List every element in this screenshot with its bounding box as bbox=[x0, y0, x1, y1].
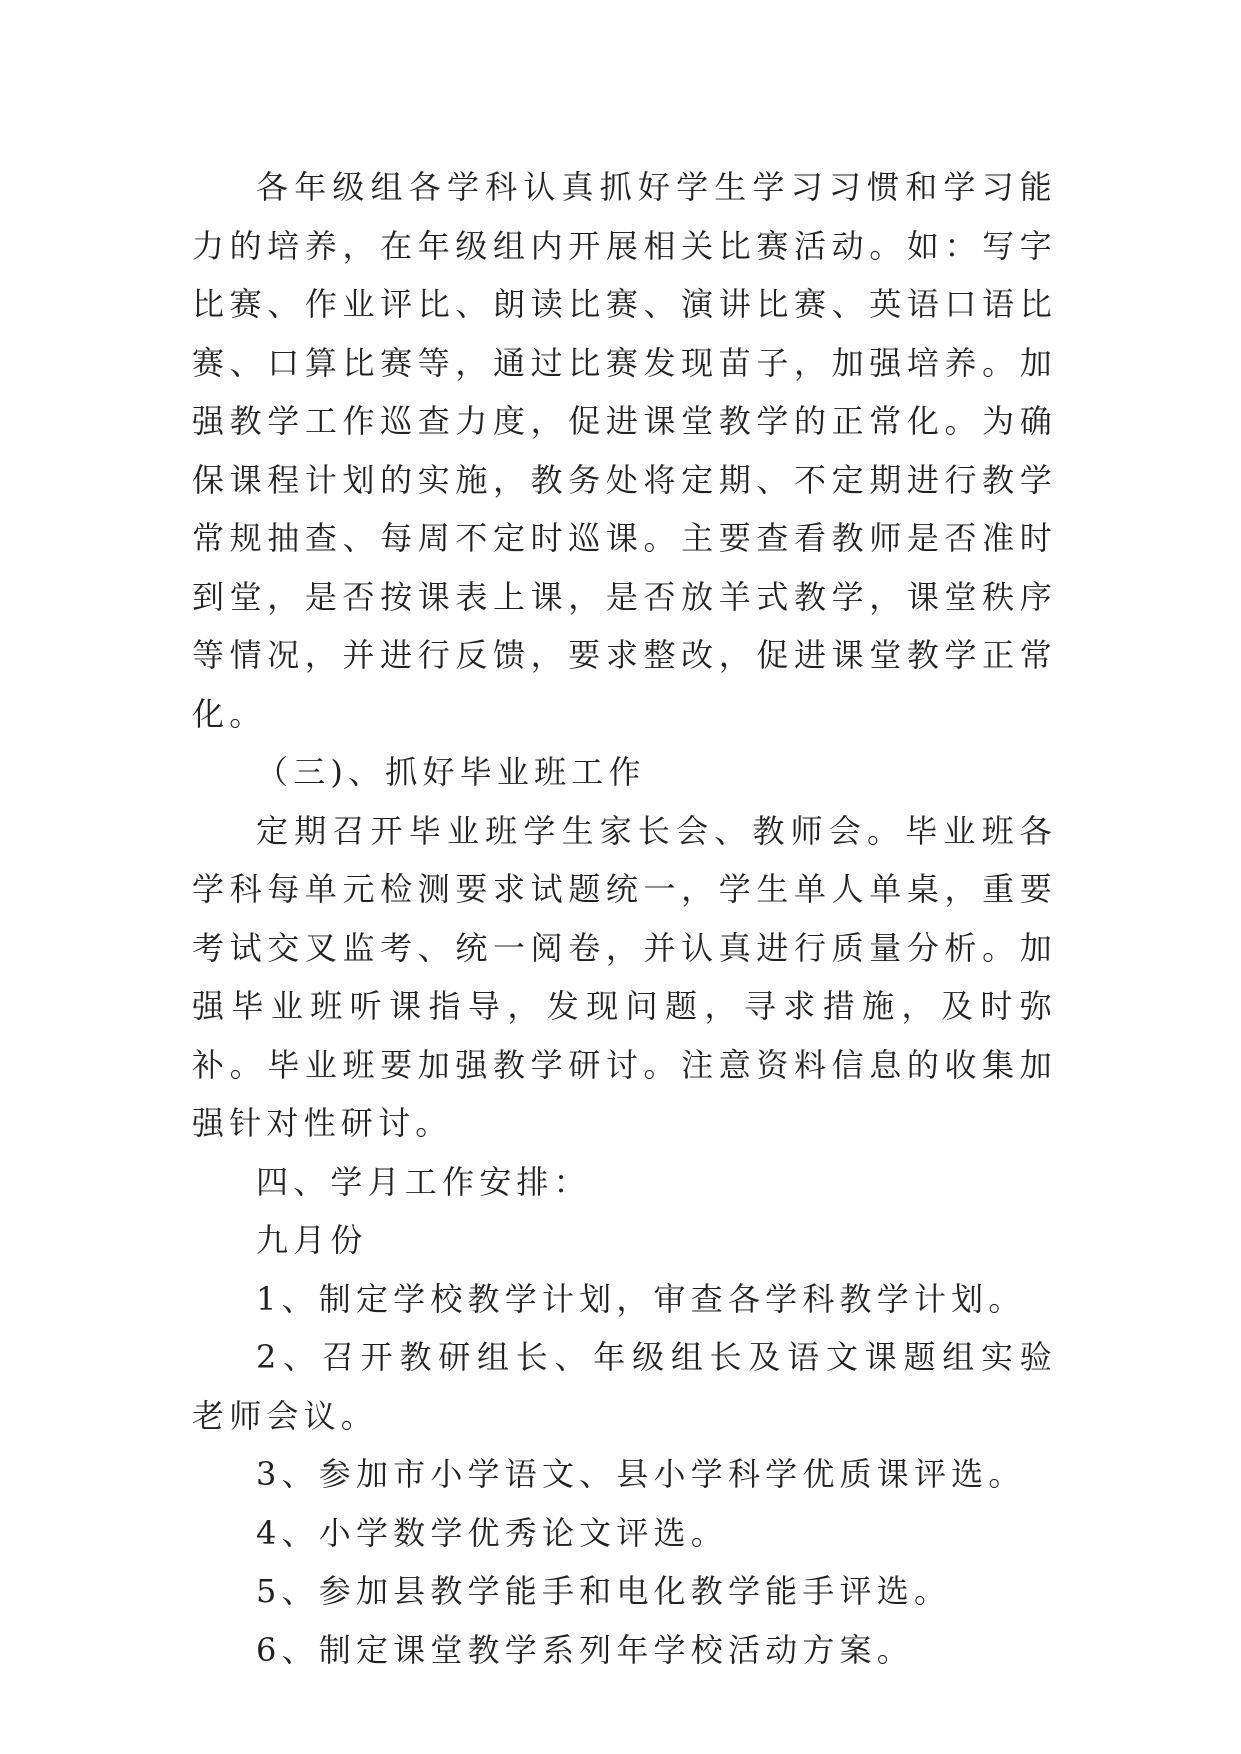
list-item: 1、制定学校教学计划，审查各学科教学计划。 bbox=[256, 1279, 1026, 1318]
list-item: 2、召开教研组长、年级组长及语文课题组实验老师会议。 bbox=[192, 1338, 1057, 1435]
paragraph-habits: 各年级组各学科认真抓好学生学习习惯和学习能力的培养，在年级组内开展相关比赛活动。如：写字比赛、作业评比、朗读比赛、演讲比赛、英语口语比赛、口算比赛等，通过比赛发现苗子，加强培养。加强教学工作巡查力度，促进课堂教学的正常化。为确保课程计划的实施，教务处将定期、不定期进行教学常规抽查、每周不定时巡课。主要查看教师是否准时到堂，是否按课表上课，是否放羊式教学，课堂秩序等情况，并进行反馈，要求整改，促进课堂教学正常化。 bbox=[192, 168, 1057, 733]
list-item: 3、参加市小学语文、县小学科学优质课评选。 bbox=[256, 1455, 1026, 1493]
paragraph-graduating-class: 定期召开毕业班学生家长会、教师会。毕业班各学科每单元检测要求试题统一，学生单人单桌，重要考试交叉监考、统一阅卷，并认真进行质量分析。加强毕业班听课指导，发现问题，寻求措施，及时弥补。毕业班要加强教学研讨。注意资料信息的收集加强针对性研讨。 bbox=[192, 811, 1057, 1142]
heading-september: 九月份 bbox=[256, 1221, 368, 1259]
document-body bbox=[192, 158, 1057, 1679]
heading-graduating-class: （三)、抓好毕业班工作 bbox=[256, 753, 646, 791]
heading-monthly-schedule: 四、学月工作安排： bbox=[256, 1162, 591, 1201]
list-item: 6、制定课堂教学系列年学校活动方案。 bbox=[256, 1630, 914, 1669]
list-item: 4、小学数学优秀论文评选。 bbox=[256, 1513, 728, 1552]
list-item: 5、参加县教学能手和电化教学能手评选。 bbox=[256, 1572, 952, 1610]
